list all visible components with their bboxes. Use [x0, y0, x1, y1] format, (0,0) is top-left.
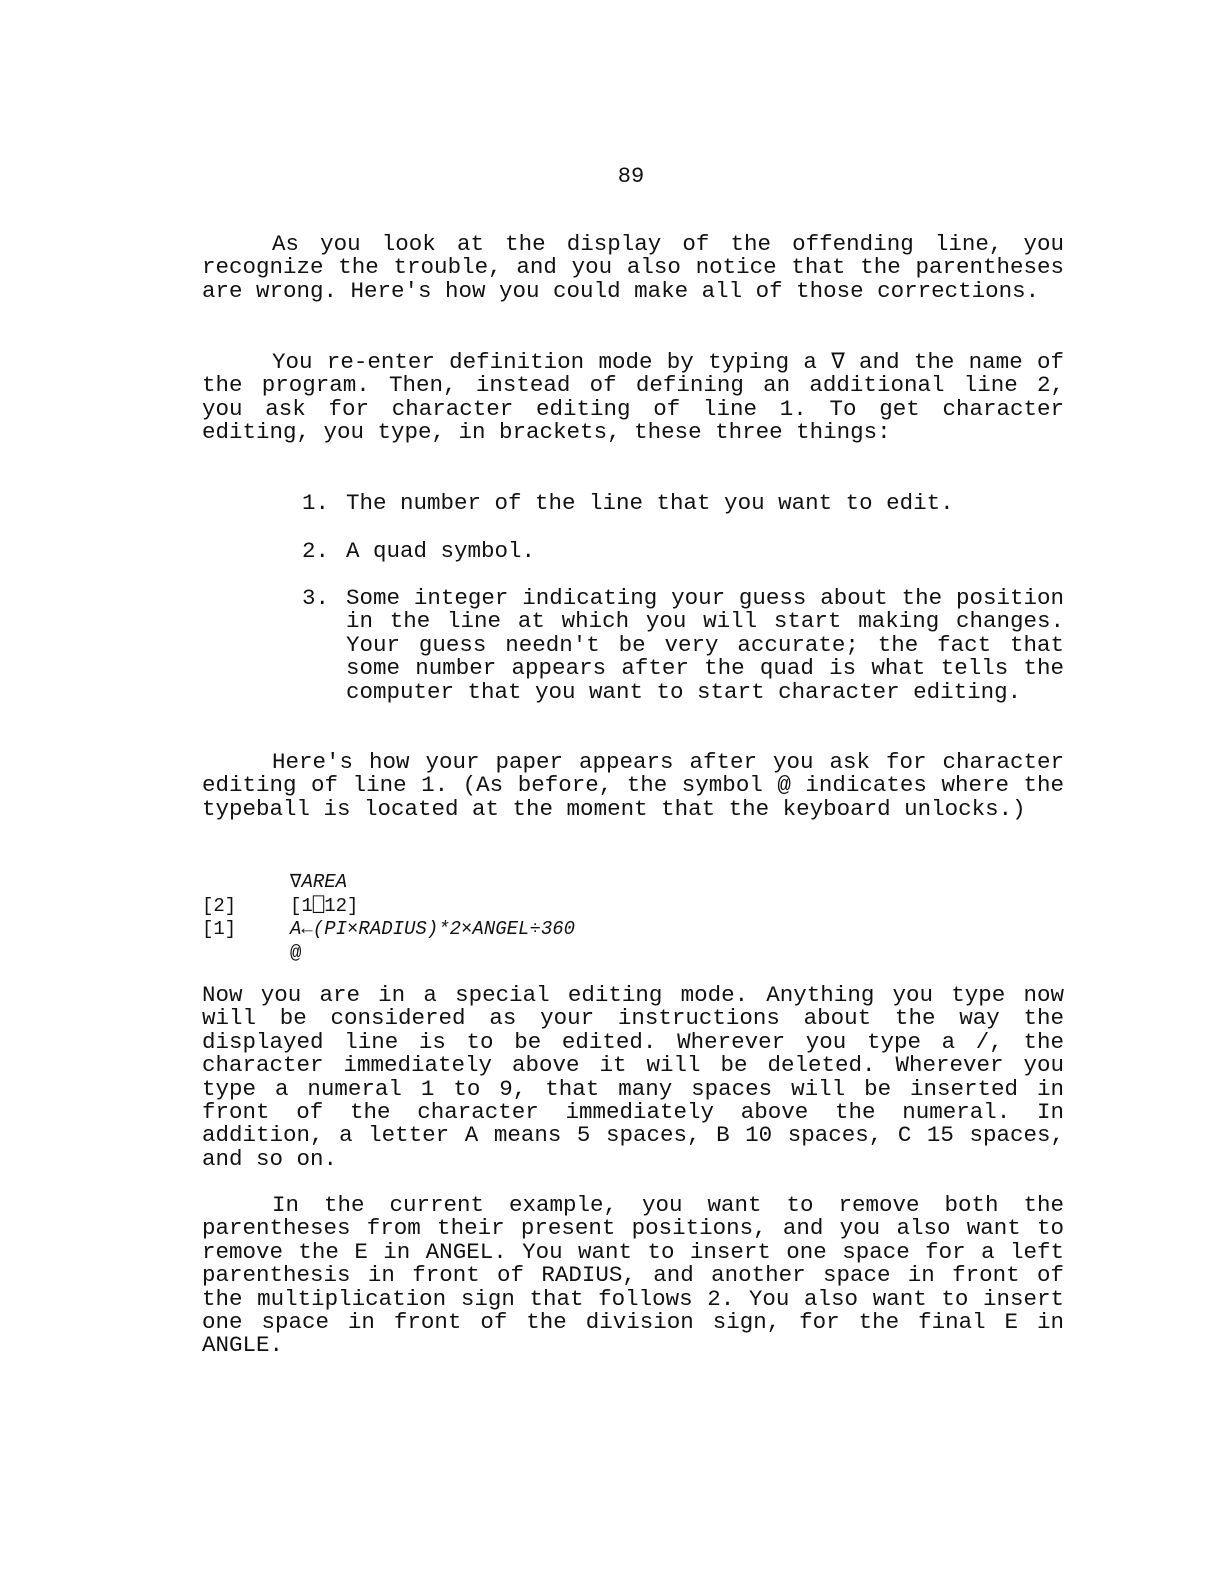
list-item-text: The number of the line that you want to edit.	[346, 490, 954, 516]
paragraph-3-text: Here's how your paper appears after you ask for character editing of line 1. (As before, the symbol @ indicates where the typeball is located at the moment that the keyboard unlocks.)	[202, 749, 1064, 822]
paragraph-5-text: In the current example, you want to remove both the parentheses from their present positions, and you also want to remove the E in ANGEL. You want to insert one space for a left parenthesis in front of RADIUS, and another space in front of the multiplication sign that follows 2. You also want to insert one space in front of the division sign, for the final E in ANGLE.	[202, 1192, 1064, 1359]
list-item-number: 3.	[302, 585, 330, 611]
paragraph-4	[202, 984, 1064, 1171]
list-item	[302, 540, 1064, 563]
paragraph-4-text: Now you are in a special editing mode. Anything you type now will be considered as your instructions about the way the displayed line is to be edited. Wherever you type a /, the character immediately above it will be deleted. Wherever you type a numeral 1 to 9, that many spaces will be inserted in front of the character immediately above the numeral. In addition, a letter A means 5 spaces, B 10 spaces, C 15 spaces, and so on.	[202, 982, 1064, 1172]
list-item-text: Some integer indicating your guess about the position in the line at which you will start making changes. Your guess needn't be very accurate; the fact that some number appears after the quad is what tells the computer that you want to start character editing.	[346, 585, 1064, 705]
paragraph-2	[202, 351, 1064, 445]
list-item-text: A quad symbol.	[346, 538, 536, 564]
list-item-number: 2.	[302, 538, 330, 564]
code-line-number: [1]	[202, 918, 237, 940]
list-item-number: 1.	[302, 490, 330, 516]
list-item	[302, 587, 1064, 704]
list-item	[302, 492, 1064, 515]
code-line-edit-request: [1⎕12]	[290, 894, 359, 917]
code-line-number: [2]	[202, 894, 237, 917]
paragraph-5	[202, 1194, 1064, 1358]
page-number: 89	[617, 164, 645, 189]
paragraph-1-text: As you look at the display of the offending line, you recognize the trouble, and you also notice that the parentheses are wrong. Here's how you could make all of those corrections.	[202, 231, 1064, 304]
code-line-function-header: ∇AREA	[290, 871, 348, 893]
typeball-position-marker: @	[290, 941, 302, 964]
code-line-statement: A←(PI×RADIUS)*2×ANGEL÷360	[290, 918, 576, 940]
paragraph-3	[202, 751, 1064, 821]
paragraph-1	[202, 233, 1064, 303]
paragraph-2-text: You re-enter definition mode by typing a ∇ and the name of the program. Then, instead of defining an additional line 2, you ask for character editing of line 1. To get character editing, you type, in brackets, these three things:	[202, 349, 1064, 446]
